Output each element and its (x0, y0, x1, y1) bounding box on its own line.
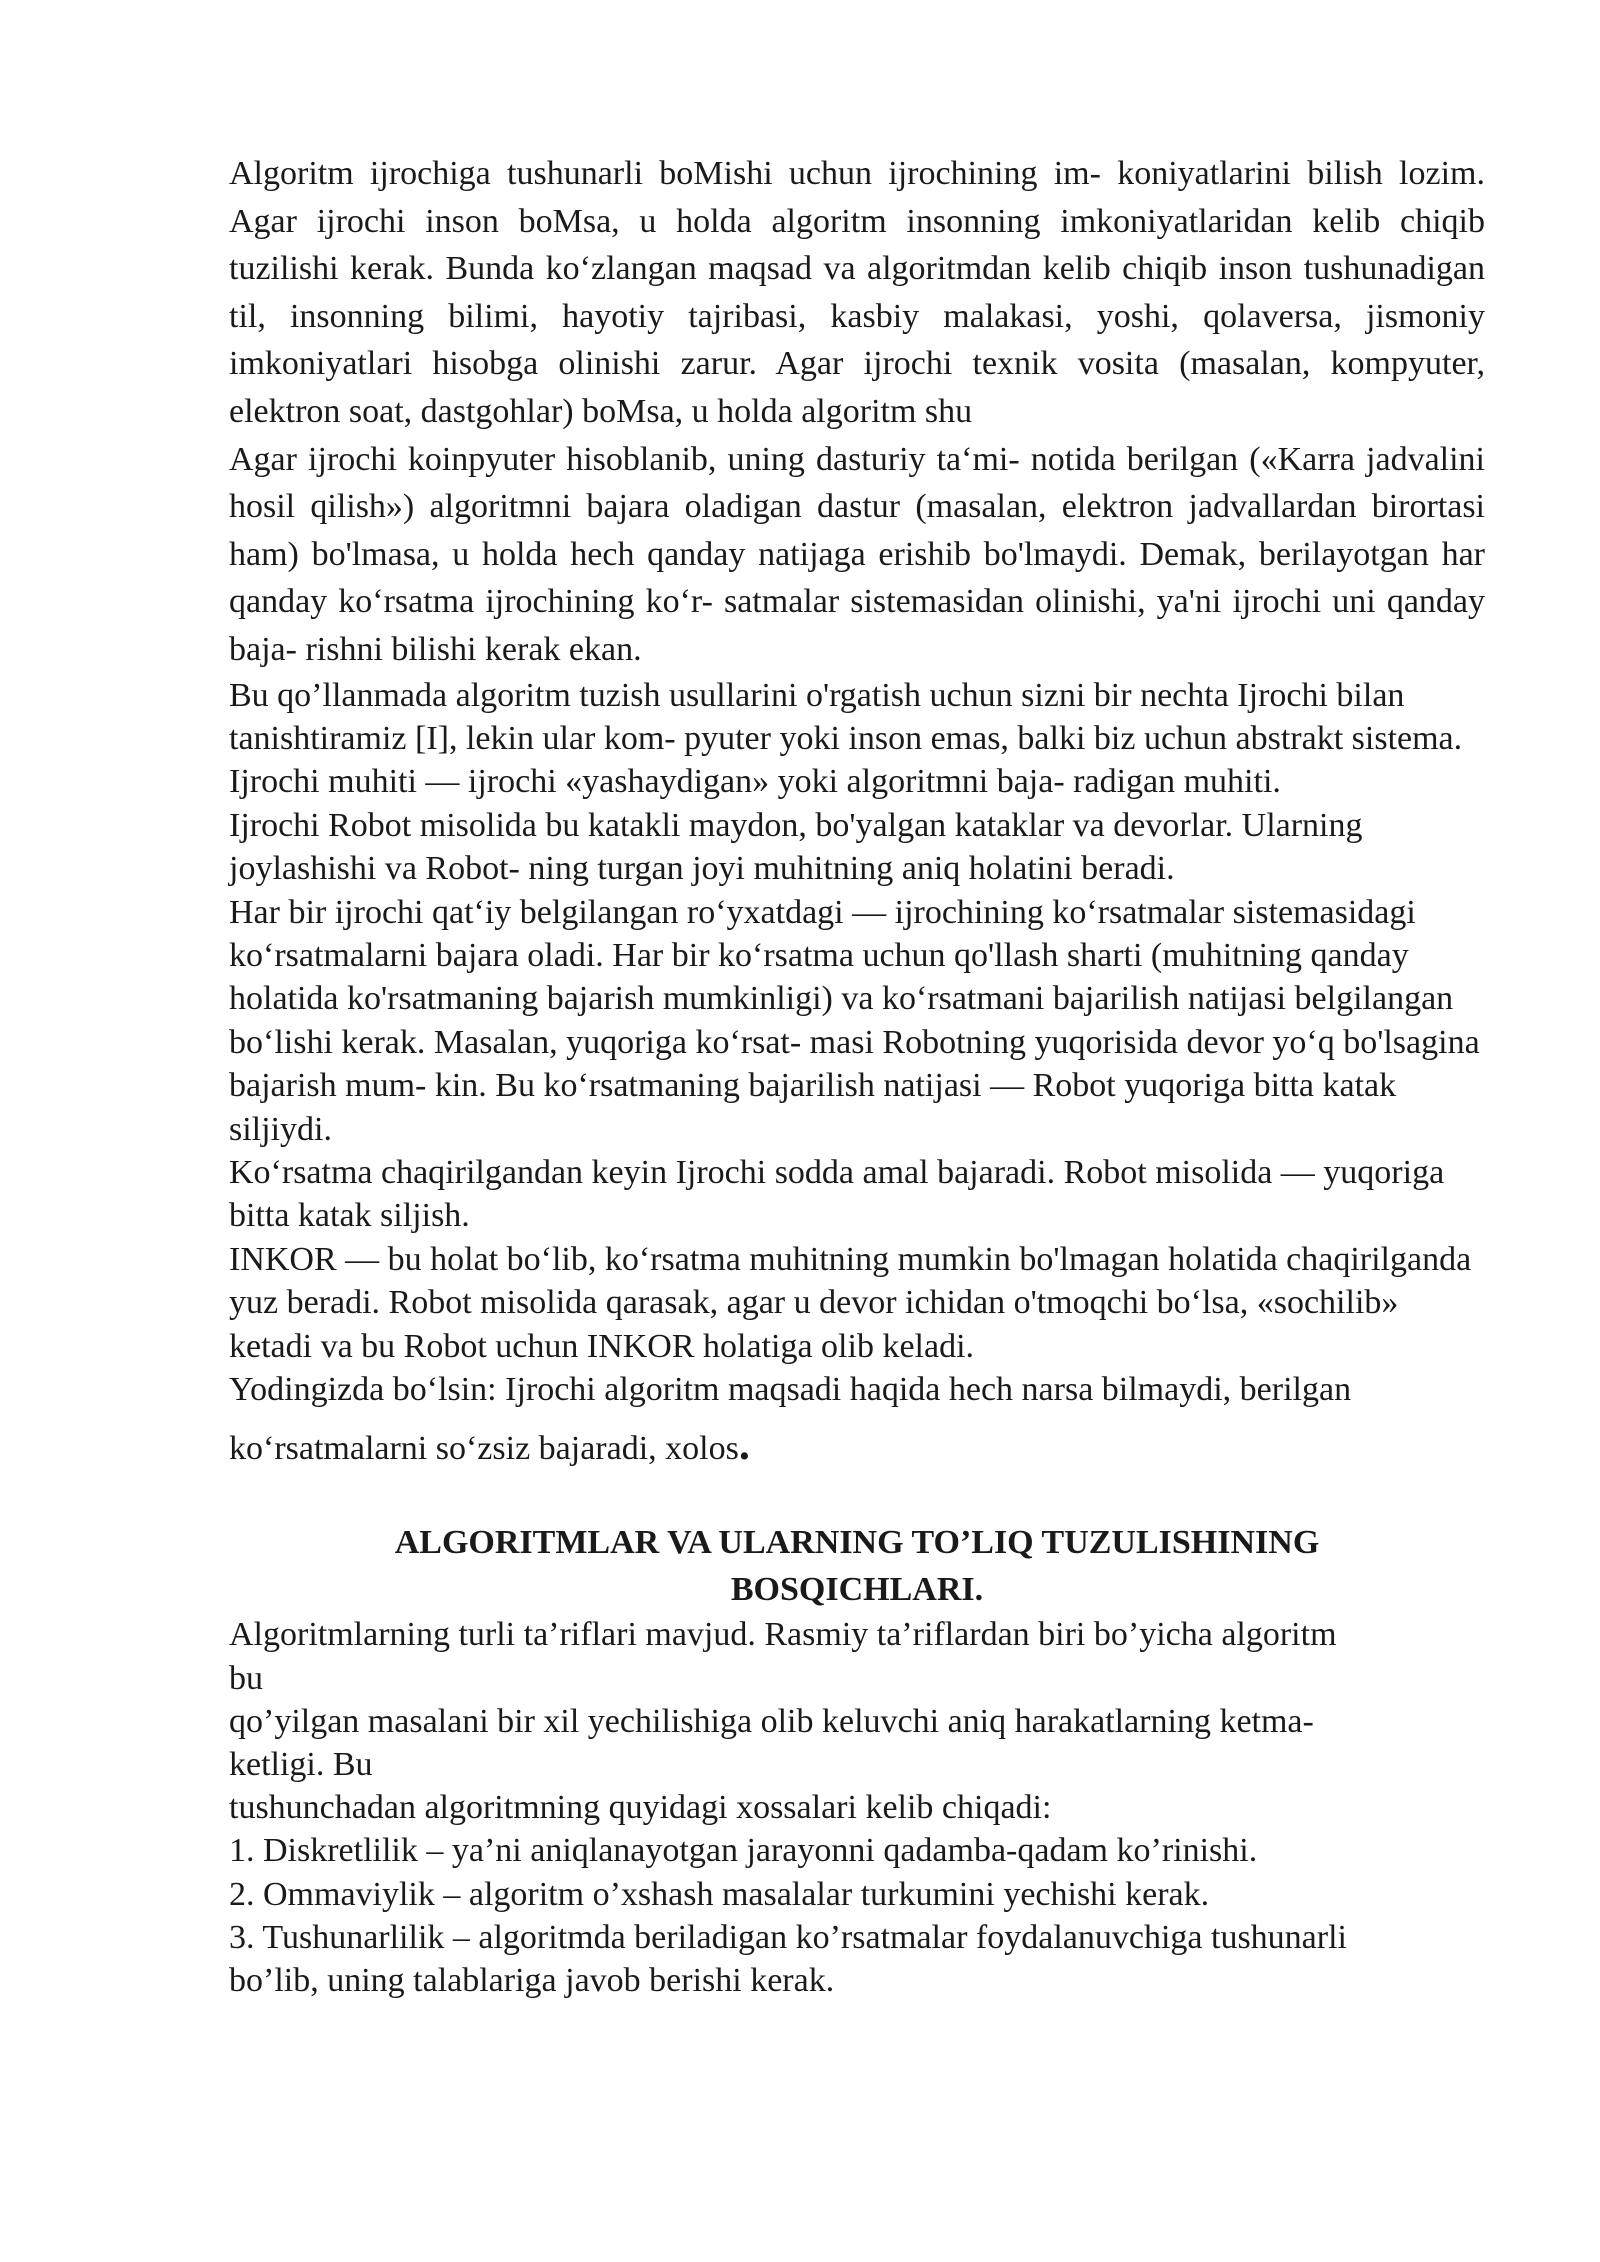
section-heading (229, 1519, 1485, 1613)
list-item: 3. Tushunarlilik – algoritmda beriladigan ko’rsatmalar foydalanuvchiga tushunarli (229, 1918, 1347, 1956)
paragraph-robot-example: Ijrochi Robot misolida bu katakli maydon, bo'yalgan kataklar va devorlar. Ularning joylashishi va Robot- ning turgan joyi muhitning aniq holatini beradi. (229, 806, 1363, 888)
definition-line-5: tushunchadan algoritmning quyidagi xossalari kelib chiqadi: (229, 1789, 1052, 1827)
definition-line-1: Algoritmlarning turli ta’riflari mavjud. Rasmiy ta’riflardan biri bo’yicha algoritm (229, 1616, 1337, 1654)
paragraph-command-call: Koʻrsatma chaqirilgandan keyin Ijrochi sodda amal bajaradi. Robot misolida — yuqoriga bitta katak siljish. (229, 1154, 1445, 1235)
paragraph-inkor: INKOR — bu holat boʻlib, koʻrsatma muhitning mumkin bo'lmagan holatida chaqirilganda yuz beradi. Robot misolida qarasak, agar u devor ichidan o'tmoqchi boʻlsa, «sochilib» ketadi va bu Robot uchun INKOR holatiga olib keladi. (229, 1240, 1472, 1365)
section-heading-line1: ALGORITMLAR VA ULARNING TO’LIQ TUZULISHINING (394, 1524, 1320, 1562)
end-period: . (738, 1420, 750, 1470)
algorithm-definition-block (229, 1613, 1485, 2002)
paragraph-remember-end-text: koʻrsatmalarni soʻzsiz bajaradi, xolos (229, 1430, 739, 1468)
list-item: 2. Ommaviylik – algoritm o’xshash masalalar turkumini yechishi kerak. (229, 1875, 1210, 1913)
list-item-continuation: bo’lib, uning talablariga javob berishi kerak. (229, 1962, 835, 2000)
definition-line-4: ketligi. Bu (229, 1746, 373, 1784)
paragraph-remember: Yodingizda boʻlsin: Ijrochi algoritm maqsadi haqida hech narsa bilmaydi, berilgan (229, 1371, 1352, 1409)
paragraph-command-system: Har bir ijrochi qatʻiy belgilangan roʻyxatdagi — ijrochining koʻrsatmalar sistemasidagi koʻrsatmalarni bajara oladi. Har bir koʻrsatma uchun qo'llash sharti (muhitning qanday holatida ko'rsatmaning bajarish mumkinligi) va koʻrsatmani bajarilish natijasi belgilangan boʻlishi kerak. Masalan, yuqoriga koʻrsat- masi Robotning yuqorisida devor yoʻq bo'lsagina bajarish mum- kin. Bu koʻrsatmaning bajarilish natijasi — Robot yuqoriga bitta katak siljiydi. (229, 893, 1480, 1148)
paragraph-computer-executor: Agar ijrochi koinpyuter hisoblanib, uning dasturiy taʻmi- notida berilgan («Karra jadvalini hosil qilish») algoritmni bajara oladigan dastur (masalan, elektron jadvallardan birortasi ham) bo'lmasa, u holda hech qanday natijaga erishib bo'lmaydi. Demak, berilayotgan har qanday koʻrsatma ijrochining koʻr- satmalar sistemasidan olinishi, ya'ni ijrochi uni qanday baja- rishni bilishi kerak ekan. (229, 440, 1485, 668)
paragraph-executor-capabilities: Algoritm ijrochiga tushunarli boMishi uchun ijrochining im- koniyatlarini bilish lozim. Agar ijrochi inson boMsa, u holda algoritm insonning imkoniyatlaridan kelib chiqib tuzilishi kerak. Bunda koʻzlangan maqsad va algoritmdan kelib chiqib inson tushunadigan til, insonning bilimi, hayotiy tajribasi, kasbiy malakasi, yoshi, qolaversa, jismoniy imkoniyatlari hisobga olinishi zarur. Agar ijrochi texnik vosita (masalan, kompyuter, elektron soat, dastgohlar) boMsa, u holda algoritm shu (229, 155, 1485, 430)
list-item: 1. Diskretlilik – ya’ni aniqlanayotgan jarayonni qadamba-qadam ko’rinishi. (229, 1832, 1258, 1870)
definition-line-2: bu (229, 1659, 263, 1697)
paragraph-remember-end (229, 1415, 1485, 1479)
paragraph-manual-intro: Bu qo’llanmada algoritm tuzish usullarini o'rgatish uchun sizni bir nechta Ijrochi bilan tanishtiramiz [I], lekin ular kom- pyuter yoki inson emas, balki biz uchun abstrakt sistema. (229, 676, 1463, 757)
paragraph-executor-environment: Ijrochi muhiti — ijrochi «yashaydigan» yoki algoritmni baja- radigan muhiti. (229, 763, 1281, 801)
definition-line-3: qo’yilgan masalani bir xil yechilishiga olib keluvchi aniq harakatlarning ketma- (229, 1702, 1314, 1740)
document-page (229, 150, 1485, 2002)
section-heading-line2: BOSQICHLARI. (730, 1571, 984, 1609)
